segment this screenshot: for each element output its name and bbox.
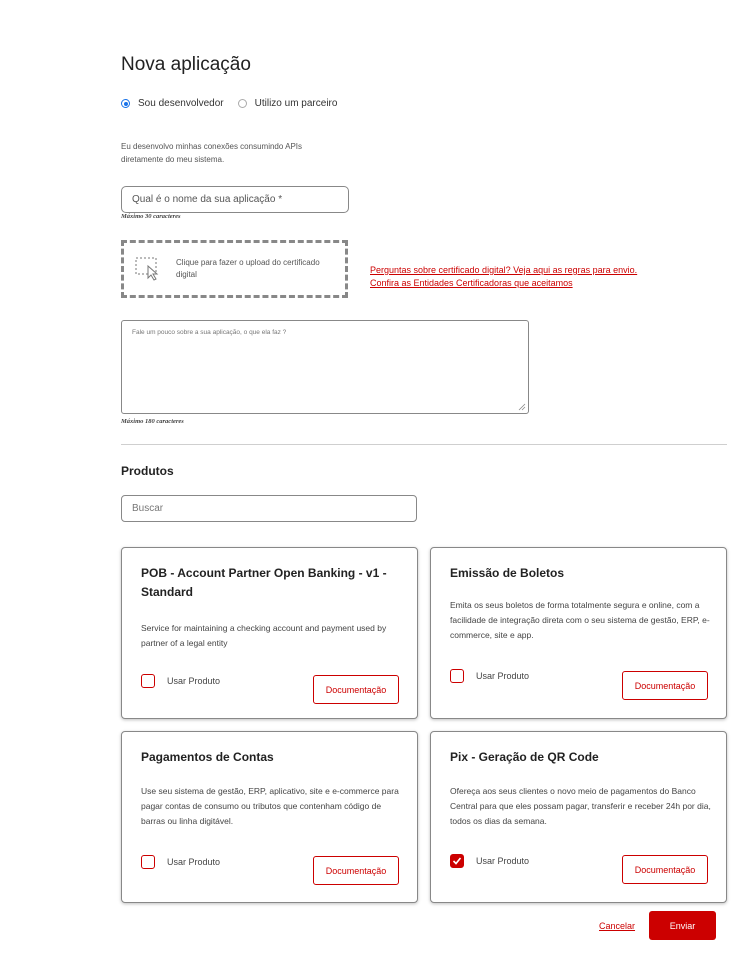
products-title: Produtos [121,464,174,478]
certificate-rules-link[interactable]: Perguntas sobre certificado digital? Veja aqui as regras para envio. [370,265,638,275]
resize-handle-icon[interactable] [518,403,526,411]
use-product-label: Usar Produto [167,676,221,686]
use-product-checkbox[interactable] [450,854,529,868]
product-card-pob [121,547,418,719]
mode-description-line-2: diretamente do meu sistema. [121,155,225,164]
upload-cursor-icon [134,256,164,282]
documentation-button[interactable]: Documentação [313,675,399,704]
product-card-title: Pagamentos de Contas [141,750,274,764]
radio-partner-indicator[interactable] [238,99,247,108]
product-card-description: Ofereça aos seus clientes o novo meio de pagamentos do Banco Central para que eles possam pagar, transferir e receber 24h por dia, todos os dias da semana. [450,786,711,826]
about-textarea[interactable] [121,320,529,414]
use-product-checkbox[interactable] [141,674,220,688]
certificate-links [370,264,637,290]
product-card-description: Emita os seus boletos de forma totalmente segura e online, com a facilidade de integração direta com o seu sistema de gestão, ERP, e-commerce, site e app. [450,600,710,640]
upload-text: Clique para fazer o upload do certificado digital [176,258,320,279]
app-name-input[interactable] [121,186,349,213]
about-placeholder: Fale um pouco sobre a sua aplicação, o que ela faz ? [132,329,287,336]
product-card-pix [430,731,727,903]
certificate-entities-link[interactable]: Confira as Entidades Certificadoras que aceitamos [370,278,573,288]
mode-description [121,140,331,166]
product-card-description: Service for maintaining a checking account and payment used by partner of a legal entity [141,623,387,648]
product-card-pagamentos [121,731,418,903]
use-product-checkbox[interactable] [141,855,220,869]
use-product-label: Usar Produto [476,856,530,866]
product-card-title: Emissão de Boletos [450,566,565,580]
product-card-title: Pix - Geração de QR Code [450,750,599,764]
checkbox-box[interactable] [141,674,155,688]
mode-description-line-1: Eu desenvolvo minhas conexões consumindo APIs [121,142,302,151]
products-search-placeholder: Buscar [132,503,164,514]
checkbox-box[interactable] [450,854,464,868]
product-card-description: Use seu sistema de gestão, ERP, aplicativo, site e e-commerce para pagar contas de consumo ou tributos que contenham código de barras ou linha digitável. [141,786,399,826]
checkmark-icon [452,856,462,866]
product-card-boletos [430,547,727,719]
radio-partner[interactable] [238,98,338,109]
radio-developer-indicator[interactable] [121,99,130,108]
certificate-upload-area[interactable] [121,240,348,298]
mode-radio-group [121,98,351,109]
use-product-label: Usar Produto [476,671,530,681]
section-divider [121,444,727,445]
products-search-input[interactable] [121,495,417,522]
use-product-label: Usar Produto [167,857,221,867]
radio-developer-label: Sou desenvolvedor [138,98,224,109]
checkbox-box[interactable] [450,669,464,683]
checkbox-box[interactable] [141,855,155,869]
radio-partner-label: Utilizo um parceiro [254,98,338,109]
about-hint: Máximo 180 caracteres [121,418,184,425]
app-name-placeholder: Qual é o nome da sua aplicação * [132,194,283,205]
page-title: Nova aplicação [121,54,251,75]
cancel-link[interactable]: Cancelar [599,921,636,931]
product-card-title: POB - Account Partner Open Banking - v1 - Standard [141,566,387,599]
use-product-checkbox[interactable] [450,669,529,683]
app-name-hint: Máximo 30 caracteres [121,213,181,220]
documentation-button[interactable]: Documentação [622,855,708,884]
send-button[interactable]: Enviar [649,911,716,940]
documentation-button[interactable]: Documentação [313,856,399,885]
radio-developer[interactable] [121,98,224,109]
documentation-button[interactable]: Documentação [622,671,708,700]
